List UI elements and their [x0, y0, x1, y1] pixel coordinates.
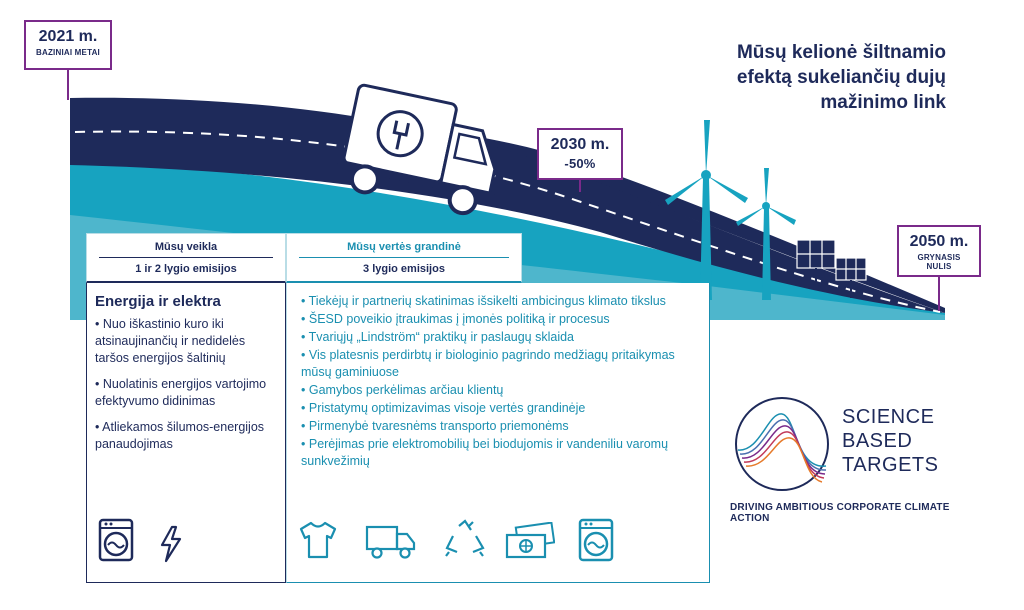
- left-panel-list: [95, 316, 277, 453]
- milestone-label: -50%: [564, 156, 596, 171]
- sbt-logo-text: TARGETS: [842, 454, 939, 476]
- milestone-stem: [938, 277, 940, 311]
- right-panel-heading: Mūsų vertės grandinė: [299, 234, 509, 258]
- washing-machine-icon: [578, 518, 614, 562]
- tshirt-icon: [298, 520, 338, 560]
- milestone-2021: [24, 20, 112, 70]
- milestone-year: 2030 m.: [550, 136, 610, 153]
- list-item: • Tvariųjų „Lindström“ praktikų ir paslaugų sklaida: [301, 329, 701, 346]
- washing-machine-icon: [98, 518, 134, 562]
- title-line: efektą sukeliančių dujų: [736, 67, 946, 88]
- milestone-year: 2050 m.: [909, 233, 969, 250]
- milestone-year: 2021 m.: [38, 28, 98, 45]
- milestone-label: BAZINIAI METAI: [36, 48, 100, 57]
- list-item: • Gamybos perkėlimas arčiau klientų: [301, 382, 701, 399]
- recycle-icon: [443, 518, 487, 562]
- milestone-stem: [579, 180, 581, 192]
- left-panel-subheading: 1 ir 2 lygio emisijos: [135, 263, 237, 275]
- list-item: • Atliekamos šilumos-energijos panaudojimas: [95, 419, 277, 453]
- list-item: • Vis platesnis perdirbtų ir biologinio pagrindo medžiagų pritaikymas mūsų gaminiuose: [301, 347, 701, 381]
- sbt-logo-text: BASED: [842, 430, 913, 452]
- list-item: • Tiekėjų ir partnerių skatinimas išsikelti ambicingus klimato tikslus: [301, 293, 701, 310]
- sbt-logo-mark: [730, 392, 834, 496]
- section-title: Energija ir elektra: [95, 293, 221, 310]
- right-panel-header: [286, 233, 522, 283]
- left-panel-heading: Mūsų veikla: [99, 234, 273, 258]
- list-item: • Nuo iškastinio kuro iki atsinaujinančių ir nedidelės taršos energijos šaltinių: [95, 316, 277, 367]
- banknote-icon: [505, 522, 555, 560]
- page-title: [646, 40, 946, 115]
- truck-icon: [365, 524, 417, 560]
- right-panel-list: [301, 293, 701, 470]
- milestone-2030: [537, 128, 623, 180]
- list-item: • Perėjimas prie elektromobilių bei biodujomis ir vandeniliu varomų sunkvežimių: [301, 436, 701, 470]
- title-line: Mūsų kelionė šiltnamio: [736, 42, 946, 63]
- sbt-logo-text: SCIENCE: [842, 406, 935, 428]
- list-item: • Pirmenybė tvaresnėms transporto priemonėms: [301, 418, 701, 435]
- list-item: • Nuolatinis energijos vartojimo efektyvumo didinimas: [95, 376, 277, 410]
- left-panel-header: [86, 233, 286, 283]
- lightning-icon: [158, 525, 184, 563]
- sbt-tagline: DRIVING AMBITIOUS CORPORATE CLIMATE ACTION: [730, 502, 950, 524]
- list-item: • Pristatymų optimizavimas visoje vertės grandinėje: [301, 400, 701, 417]
- sbt-logo: [730, 392, 980, 522]
- right-panel-body: [286, 283, 710, 583]
- list-item: • ŠESD poveikio įtraukimas į įmonės politiką ir procesus: [301, 311, 701, 328]
- milestone-label: GRYNASIS NULIS: [917, 253, 961, 271]
- title-line: mažinimo link: [820, 92, 946, 113]
- milestone-stem: [67, 70, 69, 100]
- right-panel-subheading: 3 lygio emisijos: [363, 263, 445, 275]
- milestone-2050: [897, 225, 981, 277]
